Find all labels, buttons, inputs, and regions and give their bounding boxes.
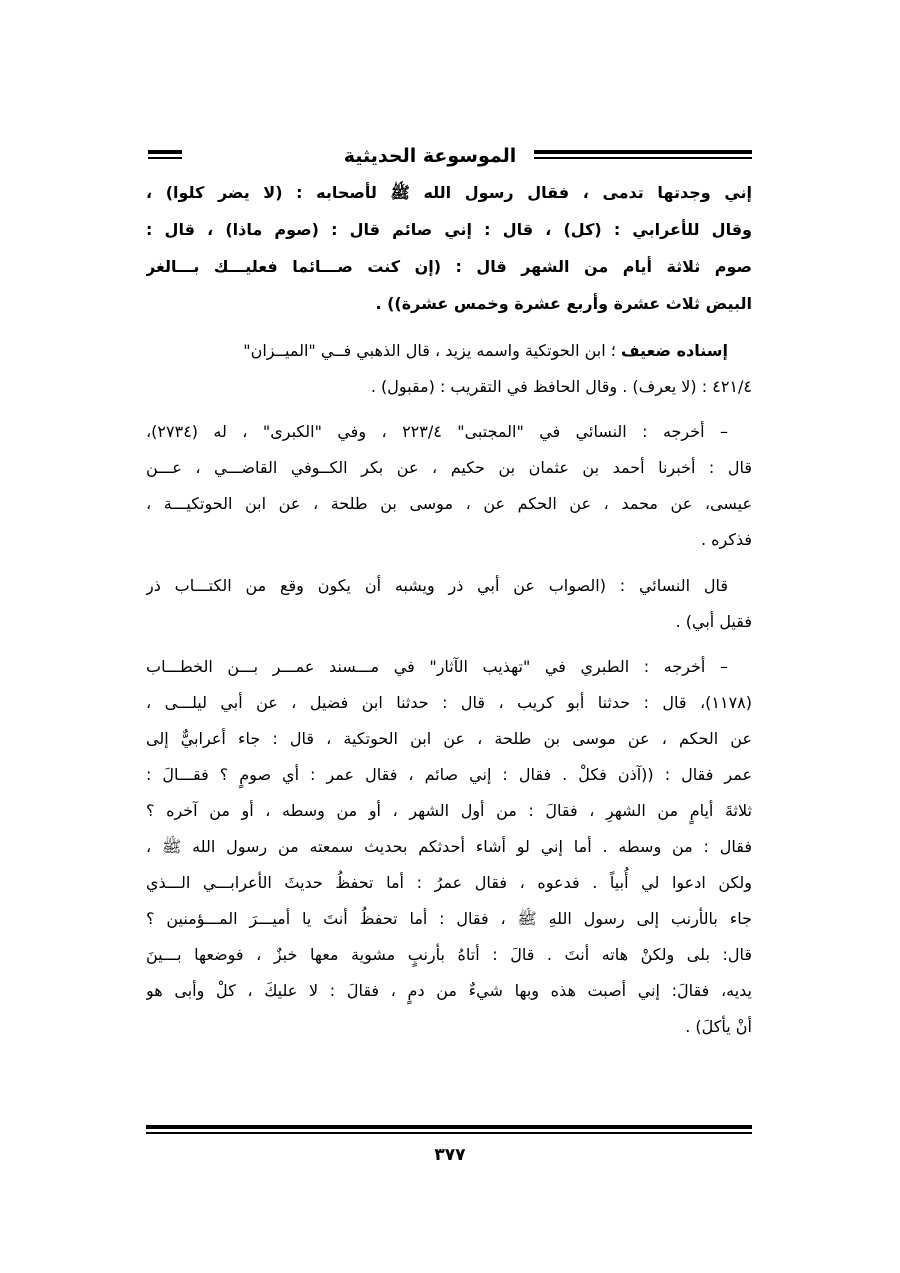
text-line: عيسى، عن محمد ، عن الحكم عن ، موسى بن طلحة ، عن ابن الحوتكيـــة ،: [146, 494, 752, 513]
text-line: ولكن ادعوا لي أُبياً . فدعوه ، فقال عمرُ : أما تحفظُ حديثَ الأعرابـــي الـــذي: [146, 873, 752, 892]
text-line: ٤٢١/٤ : (لا يعرف) . وقال الحافظ في التقريب : (مقبول) .: [370, 377, 752, 396]
text-line: قال النسائي : (الصواب عن أبي ذر ويشبه أن يكون وقع من الكتـــاب ذر: [146, 576, 728, 595]
text-line: [146, 332, 752, 370]
text-line: أنْ يأكلَ) .: [685, 1017, 752, 1036]
text-line: صوم ثلاثة أيام من الشهر قال : (إن كنت صـــائما فعليـــك بـــالغر: [146, 257, 752, 276]
header-rule-left-thin: [148, 157, 182, 159]
text-line: فقيل أبي) .: [675, 612, 752, 631]
text-line: جاء بالأرنب إلى رسول اللهِ ﷺ ، فقال : أما تحفظُ أنتَ يا أميـــرَ المـــؤمنين ؟: [146, 909, 752, 928]
text-line: – أخرجه : النسائي في "المجتبى" ٢٢٣/٤ ، وفي "الكبرى" ، له (٢٧٣٤)،: [146, 422, 728, 441]
text-line: فقال : من وسطه . أما إني لو أشاء أحدثكم بحديث سمعته من رسول الله ﷺ ،: [146, 837, 752, 856]
text-line: ثلاثةَ أيامٍ من الشهرِ ، فقالَ : من أول الشهر ، أو من وسطه ، أو من آخره ؟: [146, 801, 752, 820]
grading-label: إسناده ضعيف: [620, 341, 728, 360]
text-line: (١١٧٨)، قال : حدثنا أبو كريب ، قال : حدثنا ابن فضيل ، عن أبي ليلـــى ،: [146, 693, 752, 712]
text-line: البيض ثلاث عشرة وأربع عشرة وخمس عشرة)) .: [375, 294, 752, 313]
text-line: إني وجدتها تدمى ، فقال رسول الله ﷺ لأصحابه : (لا يضر كلوا) ،: [146, 183, 752, 202]
header-rule-left: [148, 150, 182, 154]
page-number: ٣٧٧: [434, 1145, 466, 1165]
text-line: قال: بلى ولكنْ هاته أنتَ . قالَ : أتاهُ بأرنبٍ مشوية معها خبزٌ ، فوضعها بـــينَ: [146, 945, 752, 964]
footer-rule-thin: [146, 1132, 752, 1134]
grading-text: ؛ ابن الحوتكية واسمه يزيد ، قال الذهبي فــي "الميــزان": [243, 341, 616, 360]
text-line: – أخرجه : الطبري في "تهذيب الآثار" في مـــسند عمـــر بـــن الخطـــاب: [146, 657, 728, 676]
header-rule-right: [534, 150, 752, 154]
header-title: الموسوعة الحديثية: [343, 145, 517, 167]
text-line: يديه، فقالَ: إني أصبت هذه وبها شيءٌ من دمٍ ، فقالَ : لا عليكَ ، كلْ وأبى هو: [146, 981, 752, 1000]
running-header: [148, 138, 752, 178]
text-line: عن الحكم ، عن موسى بن طلحة ، عن ابن الحوتكية ، قال : جاء أعرابيٌّ إلى: [146, 729, 752, 748]
header-rule-right-thin: [534, 157, 752, 159]
text-line: فذكره .: [700, 530, 752, 549]
text-line: وقال للأعرابي : (كل) ، قال : إني صائم قال : (صوم ماذا) ، قال :: [146, 220, 752, 239]
text-line: عمر فقال : ((آذن فكلْ . فقال : إني صائم ، فقال عمر : أي صومٍ ؟ فقـــالَ :: [146, 765, 752, 784]
footer-rule: [146, 1125, 752, 1129]
text-line: قال : أخبرنا أحمد بن عثمان بن حكيم ، عن بكر الكــوفي القاضـــي ، عـــن: [146, 458, 752, 477]
